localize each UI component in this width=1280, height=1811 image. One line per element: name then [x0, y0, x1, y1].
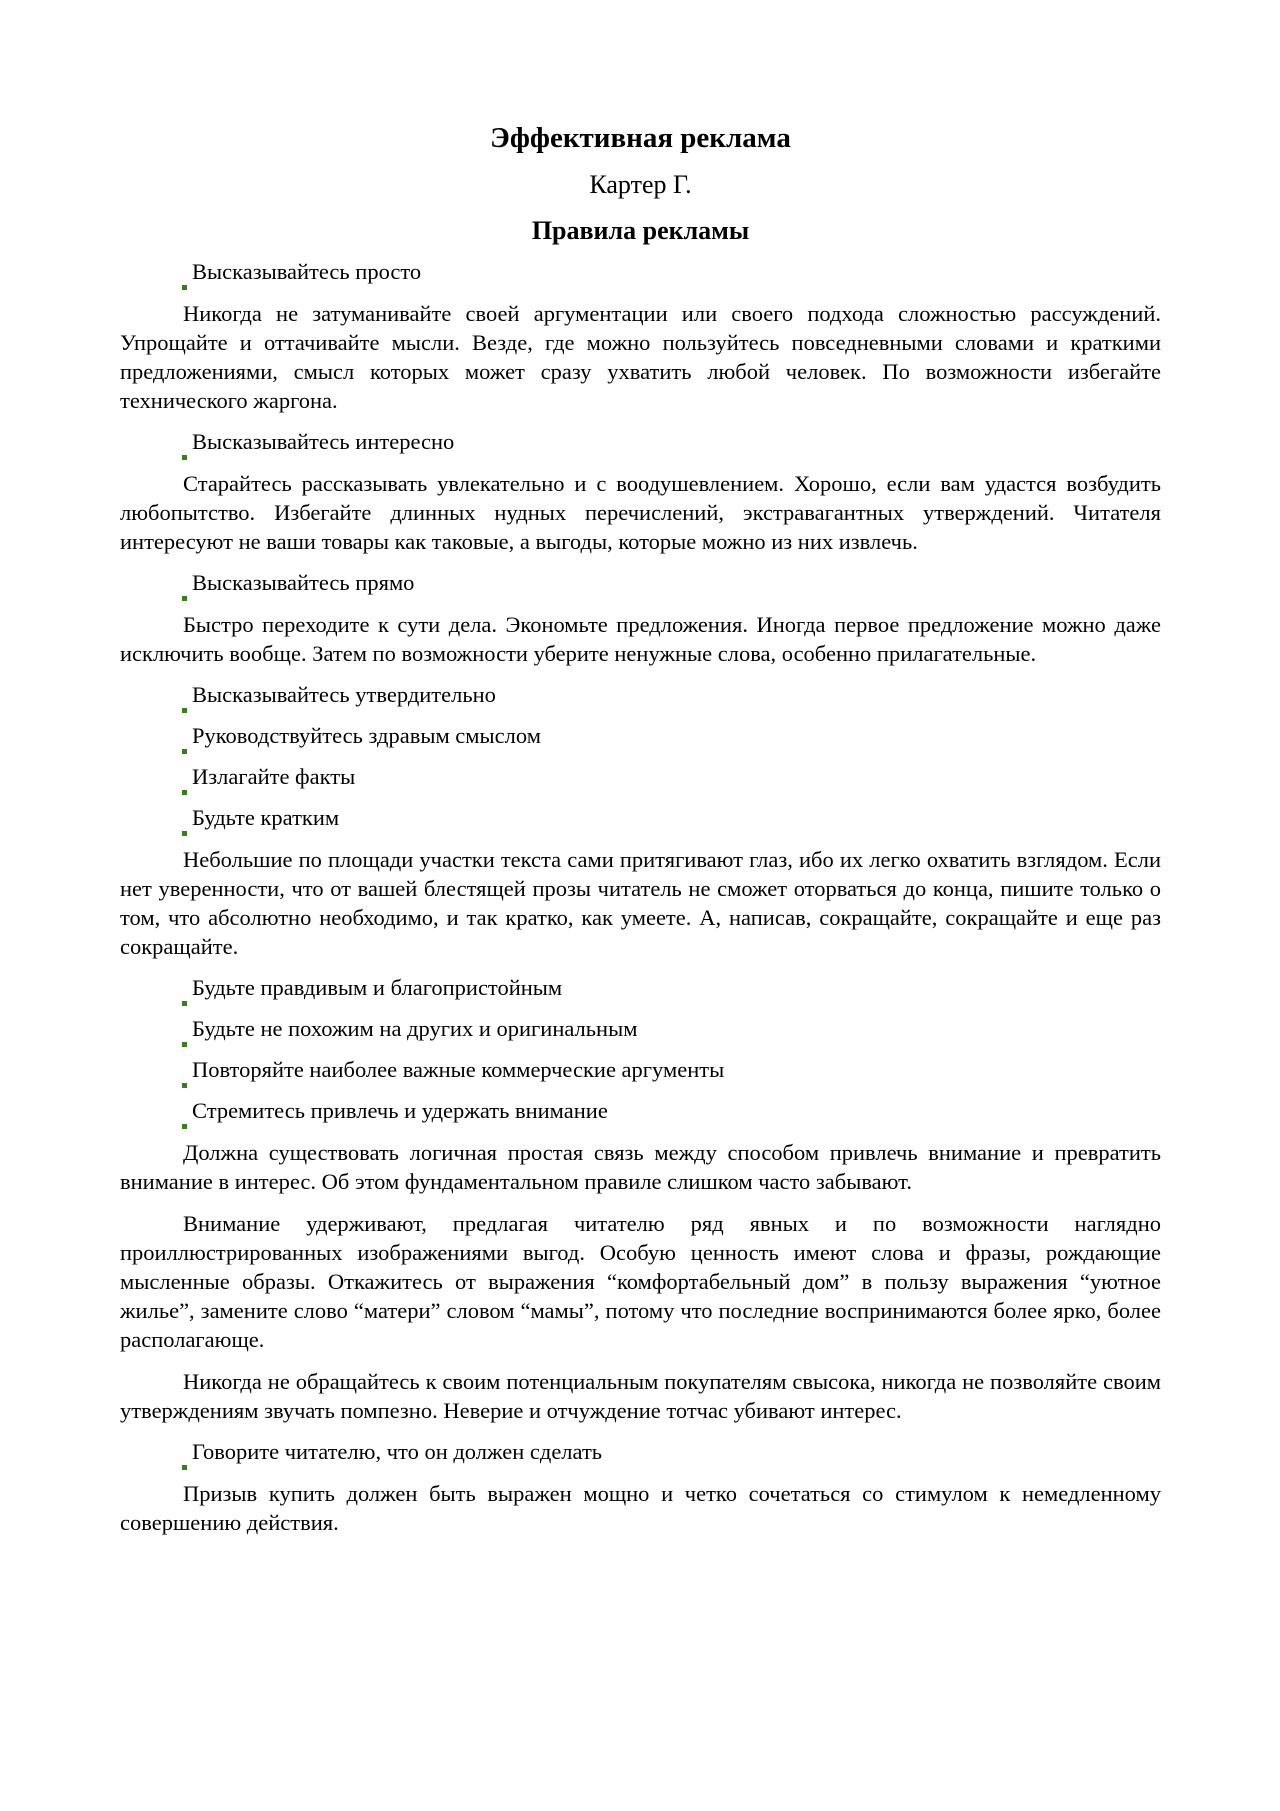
rule-heading [120, 1438, 1161, 1479]
rule-heading [120, 1056, 1161, 1097]
rule-heading [120, 763, 1161, 804]
rule-heading-text: Высказывайтесь интересно [192, 429, 455, 454]
bullet-icon [182, 749, 187, 754]
rule-heading-text: Будьте не похожим на других и оригинальным [192, 1016, 638, 1041]
rule-heading-text: Говорите читателю, что он должен сделать [192, 1439, 603, 1464]
body-paragraph: Внимание удерживают, предлагая читателю ряд явных и по возможности наглядно проиллюстрированных изображениями выгод. Особую ценность имеют слова и фразы, рождающие мысленные образы. Откажитесь от выражения “комфортабельный дом” в пользу выражения “уютное жилье”, замените слово “матери” словом “мамы”, потому что последние воспринимаются более ярко, более располагающе. [120, 1211, 1161, 1352]
rule-heading [120, 804, 1161, 845]
document-content [120, 120, 1161, 1550]
body-paragraph: Никогда не обращайтесь к своим потенциальным покупателям свысока, никогда не позволяйте своим утверждениям звучать помпезно. Неверие и отчуждение тотчас убивают интерес. [120, 1369, 1161, 1423]
bullet-icon [182, 285, 187, 290]
body-paragraph: Должна существовать логичная простая связь между способом привлечь внимание и превратить внимание в интерес. Об этом фундаментальном правиле слишком часто забывают. [120, 1140, 1161, 1194]
body-paragraph: Призыв купить должен быть выражен мощно и четко сочетаться со стимулом к немедленному совершению действия. [120, 1481, 1161, 1535]
body-paragraph: Старайтесь рассказывать увлекательно и с воодушевлением. Хорошо, если вам удастся возбудить любопытство. Избегайте длинных нудных перечислений, экстравагантных утверждений. Читателя интересуют не ваши товары как таковые, а выгоды, которые можно из них извлечь. [120, 471, 1161, 554]
rule-heading [120, 681, 1161, 722]
bullet-icon [182, 1083, 187, 1088]
bullet-icon [182, 1042, 187, 1047]
document-author: Картер Г. [589, 170, 692, 199]
rule-heading-text: Стремитесь привлечь и удержать внимание [192, 1098, 608, 1123]
rule-heading [120, 974, 1161, 1015]
rule-heading-text: Будьте правдивым и благопристойным [192, 975, 563, 1000]
rule-heading [120, 569, 1161, 610]
rule-heading [120, 1015, 1161, 1056]
bullet-icon [182, 1124, 187, 1129]
rule-heading [120, 258, 1161, 299]
rule-heading [120, 1097, 1161, 1138]
rule-heading-text: Высказывайтесь утвердительно [192, 682, 496, 707]
body-paragraph: Никогда не затуманивайте своей аргументации или своего подхода сложностью рассуждений. Упрощайте и оттачивайте мысли. Везде, где можно пользуйтесь повседневными словами и краткими предложениями, смысл которых может сразу ухватить любой человек. По возможности избегайте технического жаргона. [120, 301, 1161, 413]
rule-heading-text: Будьте кратким [192, 805, 340, 830]
bullet-icon [182, 708, 187, 713]
bullet-icon [182, 790, 187, 795]
body-paragraph: Быстро переходите к сути дела. Экономьте предложения. Иногда первое предложение можно даже исключить вообще. Затем по возможности уберите ненужные слова, особенно прилагательные. [120, 612, 1161, 666]
rule-heading-text: Излагайте факты [192, 764, 356, 789]
rule-heading [120, 428, 1161, 469]
rule-heading [120, 722, 1161, 763]
bullet-icon [182, 1001, 187, 1006]
bullet-icon [182, 596, 187, 601]
bullet-icon [182, 1465, 187, 1470]
rule-heading-text: Повторяйте наиболее важные коммерческие аргументы [192, 1057, 725, 1082]
rule-heading-text: Руководствуйтесь здравым смыслом [192, 723, 541, 748]
bullet-icon [182, 455, 187, 460]
rule-heading-text: Высказывайтесь просто [192, 259, 422, 284]
section-title: Правила рекламы [531, 216, 750, 245]
rule-heading-text: Высказывайтесь прямо [192, 570, 415, 595]
body-paragraph: Небольшие по площади участки текста сами притягивают глаз, ибо их легко охватить взглядом. Если нет уверенности, что от вашей блестящей прозы читатель не сможет оторваться до конца, пишите только о том, что абсолютно необходимо, и так кратко, как умеете. А, написав, сокращайте, сокращайте и еще раз сокращайте. [120, 847, 1161, 959]
document-body [120, 258, 1161, 1537]
bullet-icon [182, 831, 187, 836]
document-title: Эффективная реклама [490, 122, 791, 154]
